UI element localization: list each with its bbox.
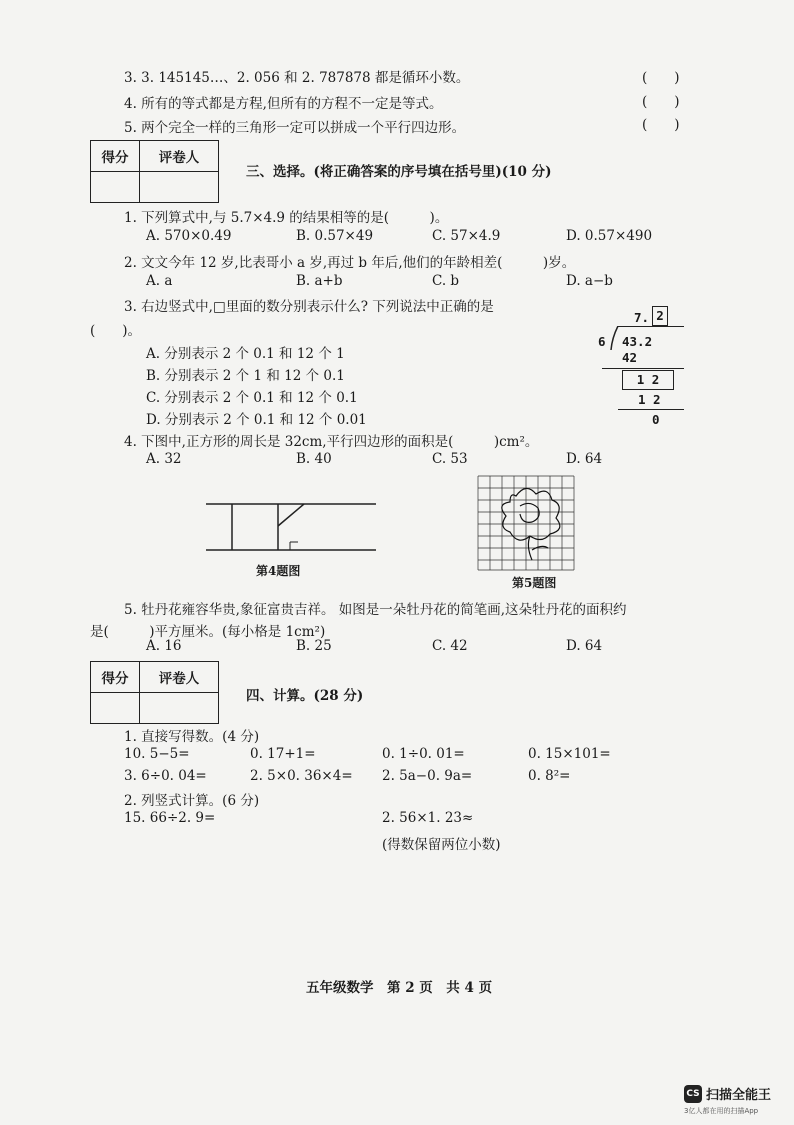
watermark-brand: 扫描全能王 <box>706 1088 772 1103</box>
section3-title: 三、选择。(将正确答案的序号填在括号里)(10 分) <box>246 164 552 180</box>
calc2-item-1: 15. 66÷2. 9= <box>124 810 216 826</box>
calc1-item: 2. 5a−0. 9a= <box>382 768 473 784</box>
division-bar <box>618 326 684 327</box>
q1-option-b: B. 0.57×49 <box>296 228 374 244</box>
q2-option-d: D. a−b <box>566 273 613 289</box>
judge-paren-3: ( ) <box>642 70 680 86</box>
q2-option-c: C. b <box>432 273 460 289</box>
q2-option-a: A. a <box>146 273 173 289</box>
q4-option-c: C. 53 <box>432 451 468 467</box>
fig5-caption: 第5题图 <box>512 576 557 590</box>
q4-option-b: B. 40 <box>296 451 332 467</box>
remainder-box: 1 2 <box>622 370 674 390</box>
watermark-subtitle: 3亿人都在用的扫描App <box>684 1107 759 1115</box>
q1-option-a: A. 570×0.49 <box>146 228 232 244</box>
section4-title: 四、计算。(28 分) <box>246 688 364 704</box>
calc2-item-2: 2. 56×1. 23≈ <box>382 810 474 826</box>
final-remainder: 0 <box>652 412 660 427</box>
judge-item-4: 4. 所有的等式都是方程,但所有的方程不一定是等式。 <box>124 96 443 112</box>
calc1-item: 2. 5×0. 36×4= <box>250 768 353 784</box>
dividend: 43.2 <box>622 334 653 349</box>
division-bracket <box>610 326 620 350</box>
q3-option-a: A. 分别表示 2 个 0.1 和 12 个 1 <box>146 346 345 362</box>
q3-paren: ( )。 <box>90 323 142 339</box>
judge-item-5: 5. 两个完全一样的三角形一定可以拼成一个平行四边形。 <box>124 120 466 136</box>
division-line-2 <box>618 409 684 410</box>
q5-option-a: A. 16 <box>146 638 182 654</box>
score-box-section3 <box>90 140 219 203</box>
q1-option-c: C. 57×4.9 <box>432 228 501 244</box>
fig4-parallelogram-square <box>206 498 378 556</box>
calc1-item: 0. 8²= <box>528 768 571 784</box>
q5-option-b: B. 25 <box>296 638 332 654</box>
division-figure <box>596 304 706 430</box>
q1-stem: 1. 下列算式中,与 5.7×4.9 的结果相等的是( )。 <box>124 210 449 226</box>
q5-stem-cont: 是( )平方厘米。(每小格是 1cm²) <box>90 624 326 640</box>
q5-stem: 5. 牡丹花雍容华贵,象征富贵吉祥。 如图是一朵牡丹花的简笔画,这朵牡丹花的面积约 <box>124 602 627 618</box>
calc1-item: 0. 1÷0. 01= <box>382 746 465 762</box>
calc1-item: 0. 15×101= <box>528 746 611 762</box>
judge-paren-4: ( ) <box>642 94 680 110</box>
q3-option-b: B. 分别表示 2 个 1 和 12 个 0.1 <box>146 368 345 384</box>
fig5-peony-grid <box>476 474 580 572</box>
q1-option-d: D. 0.57×490 <box>566 228 653 244</box>
q2-stem: 2. 文文今年 12 岁,比表哥小 a 岁,再过 b 年后,他们的年龄相差( )岁。 <box>124 255 576 271</box>
fig4-caption: 第4题图 <box>256 564 301 578</box>
q3-option-c: C. 分别表示 2 个 0.1 和 12 个 0.1 <box>146 390 358 406</box>
q3-option-d: D. 分别表示 2 个 0.1 和 12 个 0.01 <box>146 412 367 428</box>
calc1-item: 0. 17+1= <box>250 746 316 762</box>
calc2-title: 2. 列竖式计算。(6 分) <box>124 793 260 809</box>
q3-stem: 3. 右边竖式中,□里面的数分别表示什么? 下列说法中正确的是 <box>124 299 494 315</box>
judge-paren-5: ( ) <box>642 117 680 133</box>
divisor: 6 <box>598 334 606 349</box>
score-cell[interactable] <box>91 693 140 724</box>
judge-item-3: 3. 3. 145145…、2. 056 和 2. 787878 都是循环小数。 <box>124 70 470 86</box>
calc2-note: (得数保留两位小数) <box>382 837 501 853</box>
page-footer: 五年级数学 第 2 页 共 4 页 <box>306 980 493 996</box>
subtract-1: 42 <box>622 350 638 365</box>
grader-cell[interactable] <box>140 172 219 203</box>
score-label: 得分 <box>91 662 140 693</box>
calc1-title: 1. 直接写得数。(4 分) <box>124 729 260 745</box>
grader-label: 评卷人 <box>140 662 219 693</box>
grader-cell[interactable] <box>140 693 219 724</box>
calc1-item: 10. 5−5= <box>124 746 190 762</box>
q4-option-d: D. 64 <box>566 451 603 467</box>
q4-stem: 4. 下图中,正方形的周长是 32cm,平行四边形的面积是( )cm²。 <box>124 434 539 450</box>
scanner-logo-icon: CS <box>684 1085 702 1103</box>
q5-option-c: C. 42 <box>432 638 468 654</box>
subtract-2: 1 2 <box>638 392 661 407</box>
grader-label: 评卷人 <box>140 141 219 172</box>
quotient-box: 2 <box>652 306 668 326</box>
q2-option-b: B. a+b <box>296 273 343 289</box>
q5-option-d: D. 64 <box>566 638 603 654</box>
q4-option-a: A. 32 <box>146 451 182 467</box>
score-label: 得分 <box>91 141 140 172</box>
calc1-item: 3. 6÷0. 04= <box>124 768 207 784</box>
score-cell[interactable] <box>91 172 140 203</box>
quotient-int: 7. <box>634 310 650 325</box>
division-line-1 <box>602 368 684 369</box>
score-box-section4 <box>90 661 219 724</box>
